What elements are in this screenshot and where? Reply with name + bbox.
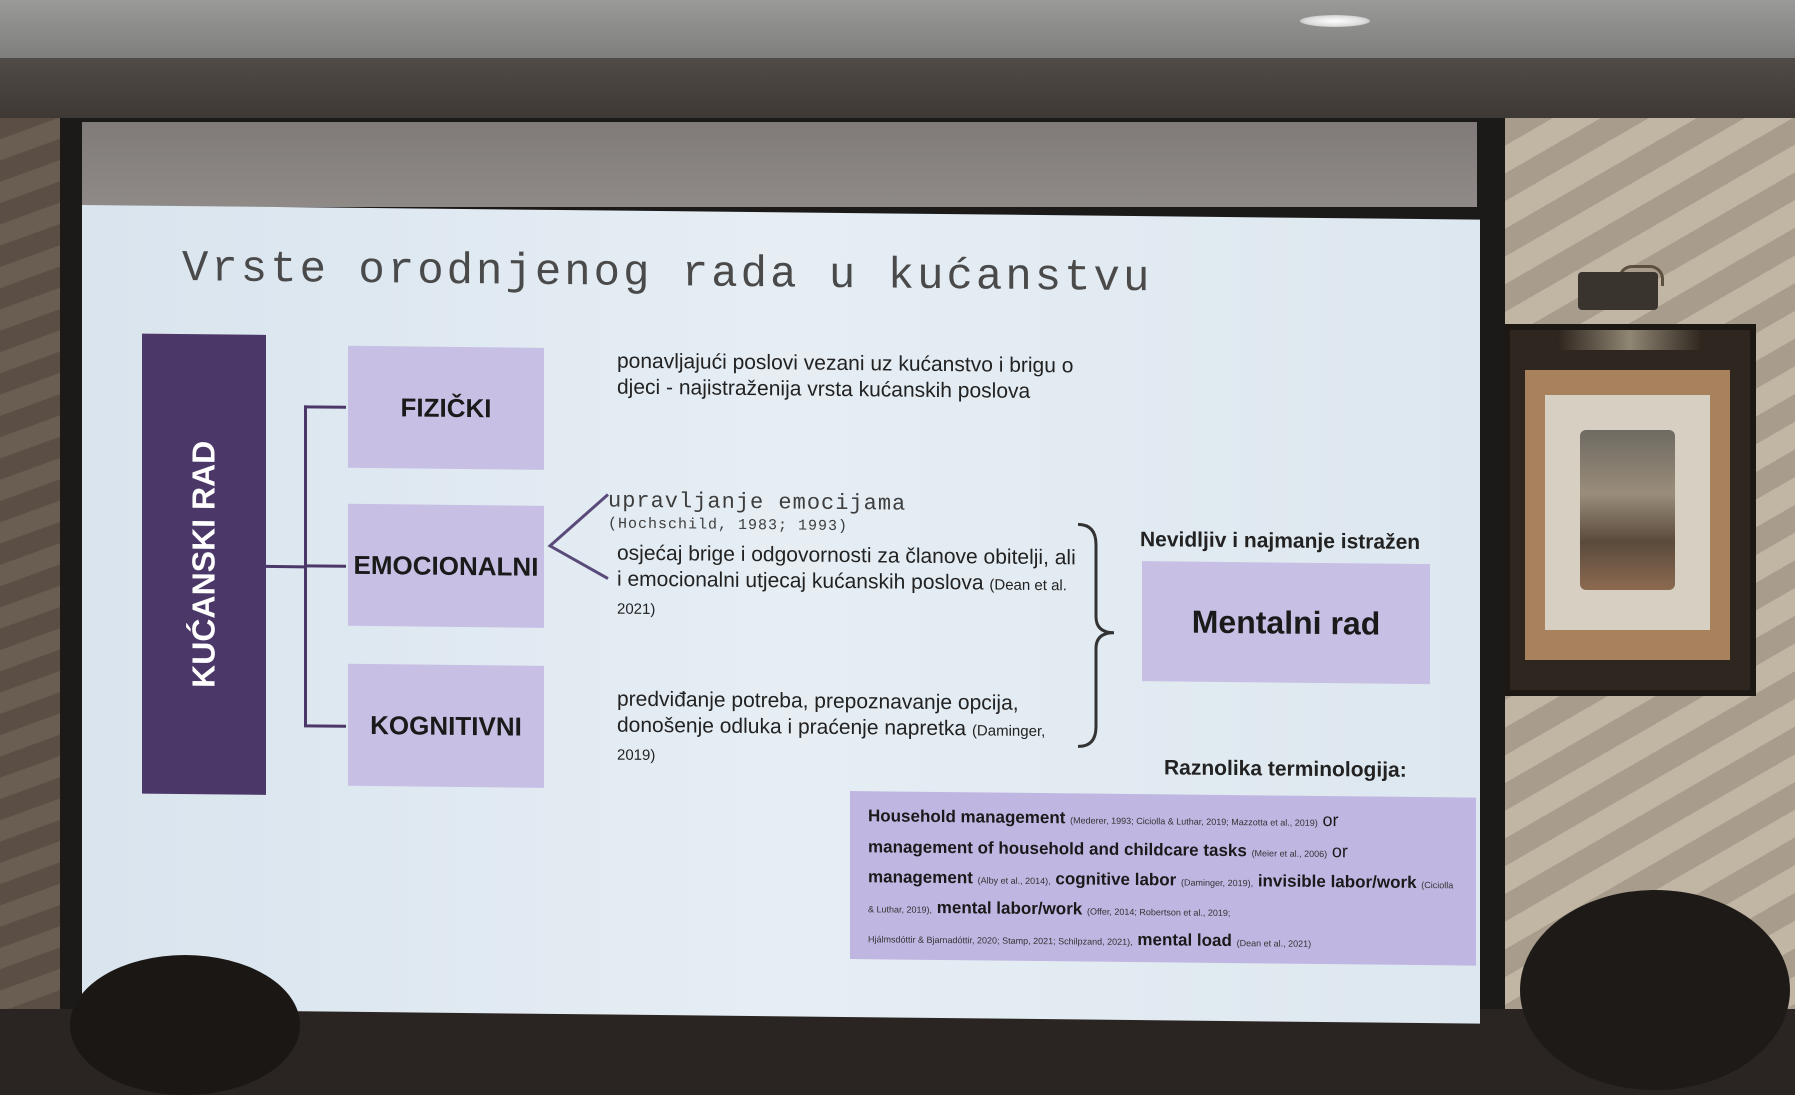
kognitivni-description bbox=[617, 687, 1077, 774]
term-reference: (Meier et al., 2006) bbox=[1251, 848, 1328, 860]
audience-head-right bbox=[1520, 890, 1790, 1090]
term-reference: (Daminger, 2019), bbox=[1181, 877, 1254, 889]
emocionalni-description bbox=[617, 541, 1077, 628]
term-or: or bbox=[1331, 841, 1348, 862]
picture-lamp bbox=[1578, 272, 1658, 310]
tree-connector-root bbox=[266, 565, 304, 568]
terminology-heading: Raznolika terminologija: bbox=[1164, 756, 1407, 782]
slide-title: Vrste orodnjenog rada u kućanstvu bbox=[182, 244, 1153, 305]
picture-artwork bbox=[1580, 430, 1675, 590]
emocionalni-description-text: osjećaj brige i odgovornosti za članove obitelji, ali i emocionalni utjecaj kućanskih poslova bbox=[617, 541, 1076, 595]
emocionalni-fork-lines bbox=[544, 490, 614, 581]
kognitivni-reference: (Daminger, 2019) bbox=[617, 722, 1046, 765]
tree-connector-branch-1 bbox=[304, 405, 346, 408]
picture-light-glow bbox=[1510, 330, 1750, 350]
kognitivni-description-text: predviđanje potreba, prepoznavanje opcija, donošenje odluka i praćenje napretka bbox=[617, 687, 1019, 741]
term-reference: (Ciciolla & Luthar, 2019), bbox=[868, 880, 1454, 915]
term-invisible-labor: invisible labor/work bbox=[1257, 871, 1417, 892]
left-wall bbox=[0, 118, 60, 1009]
mental-work-box: Mentalni rad bbox=[1142, 561, 1430, 684]
category-box-emocionalni: EMOCIONALNI bbox=[348, 504, 544, 628]
term-reference: (Mederer, 1993; Ciciolla & Luthar, 2019; Mazzotta et al., 2019) bbox=[1070, 815, 1318, 828]
projected-slide bbox=[82, 205, 1480, 1024]
ceiling-beam bbox=[0, 58, 1795, 118]
term-reference: (Offer, 2014; Robertson et al., 2019; bbox=[1087, 906, 1231, 919]
tree-connector-branch-2 bbox=[304, 564, 346, 567]
term-or: or bbox=[1322, 809, 1339, 831]
category-box-fizicki: FIZIČKI bbox=[348, 346, 544, 470]
ceiling bbox=[0, 0, 1795, 60]
invisible-least-researched-label: Nevidljiv i najmanje istražen bbox=[1140, 528, 1421, 555]
term-management-household-childcare: management of household and childcare tasks bbox=[868, 837, 1247, 861]
fizicki-description: ponavljajući poslovi vezani uz kućanstvo i brigu o djeci - najistraženija vrsta kućanskih poslova bbox=[617, 349, 1074, 403]
emocionalni-reference: (Dean et al. 2021) bbox=[617, 576, 1067, 619]
emocionalni-subheading bbox=[608, 489, 906, 536]
category-box-kognitivni: KOGNITIVNI bbox=[348, 664, 544, 788]
right-curly-brace bbox=[1074, 520, 1124, 751]
projection-screen-top bbox=[82, 122, 1477, 207]
emotion-management-reference: (Hochschild, 1983; 1993) bbox=[608, 515, 849, 536]
term-mental-labor: mental labor/work bbox=[936, 897, 1083, 919]
term-reference: (Dean et al., 2021) bbox=[1236, 938, 1312, 949]
terminology-box bbox=[850, 791, 1476, 966]
term-mental-load: mental load bbox=[1137, 930, 1232, 951]
term-management: management bbox=[868, 867, 973, 888]
ceiling-light bbox=[1300, 15, 1370, 27]
term-reference: (Alby et al., 2014), bbox=[977, 875, 1051, 887]
term-reference: Hjálmsdóttir & Bjarnadóttir, 2020; Stamp, 2021; Schilpzand, 2021), bbox=[868, 934, 1133, 948]
main-category-label: KUĆANSKI RAD bbox=[185, 440, 222, 689]
term-household-management: Household management bbox=[868, 806, 1066, 828]
emotion-management-label: upravljanje emocijama bbox=[608, 488, 907, 517]
audience-head-left bbox=[70, 955, 300, 1095]
tree-connector-branch-3 bbox=[304, 724, 346, 727]
term-cognitive-labor: cognitive labor bbox=[1055, 869, 1177, 890]
